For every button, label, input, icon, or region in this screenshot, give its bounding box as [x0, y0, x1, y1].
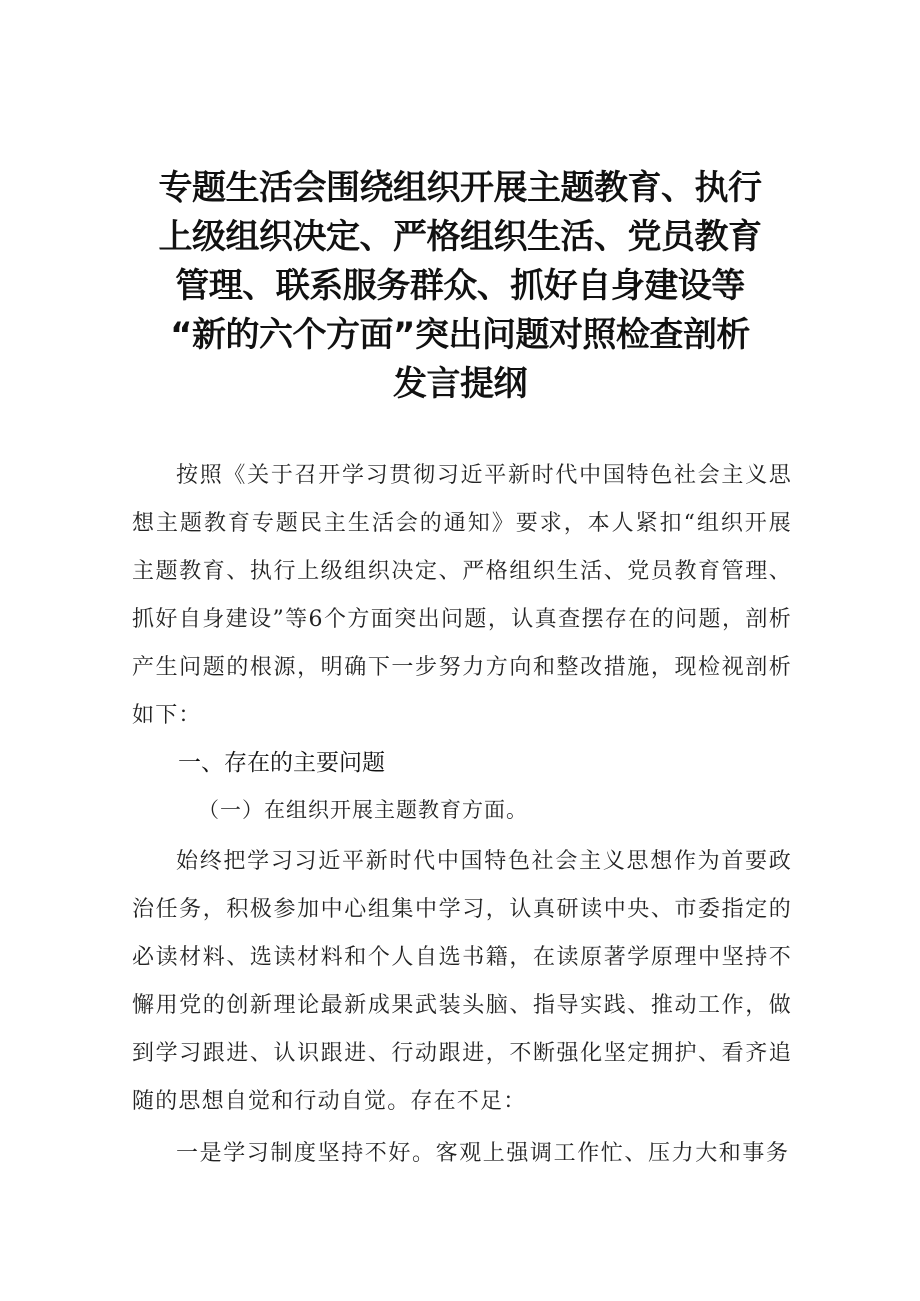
title-line: 上级组织决定、严格组织生活、党员教育 [158, 217, 762, 257]
title-line: 发言提纲 [393, 364, 527, 404]
section-heading: 一、存在的主要问题 [178, 750, 385, 776]
title-line: 管理、联系服务群众、抓好自身建设等 [175, 266, 745, 306]
title-line: 专题生活会围绕组织开展主题教育、执行 [158, 168, 762, 208]
intro-paragraph: 按照《关于召开学习贯彻习近平新时代中国特色社会主义思想主题教育专题民主生活会的通知》要求，本人紧扣“组织开展主题教育、执行上级组织决定、严格组织生活、党员教育管理、抓好自身建设”等6个方面突出问题，认真查摆存在的问题，剖析产生问题的根源，明确下一步努力方向和整改措施，现检视剖析如下： [132, 463, 792, 728]
body-paragraph: 始终把学习习近平新时代中国特色社会主义思想作为首要政治任务，积极参加中心组集中学习，认真研读中央、市委指定的必读材料、选读材料和个人自选书籍，在读原著学原理中坚持不懈用党的创新理论最新成果武装头脑、指导实践、推动工作，做到学习跟进、认识跟进、行动跟进，不断强化坚定拥护、看齐追随的思想自觉和行动自觉。存在不足： [132, 849, 792, 1114]
title-line: “新的六个方面”突出问题对照检查剖析 [170, 315, 750, 355]
subsection-heading: （一）在组织开展主题教育方面。 [198, 798, 528, 822]
document-title [130, 164, 790, 409]
point-one-paragraph: 一是学习制度坚持不好。客观上强调工作忙、压力大和事务 [176, 1141, 790, 1166]
intro-section [132, 452, 792, 740]
body-section [132, 838, 792, 1126]
